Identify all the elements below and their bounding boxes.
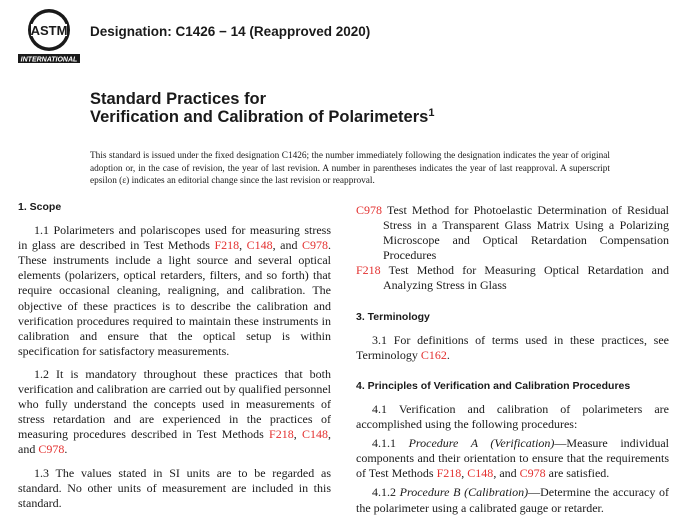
ref-link-c148[interactable]: C148	[246, 238, 273, 253]
text: —Determine the accuracy of the polarimeter using a calibrated gauge or retarder.	[356, 485, 670, 515]
left-column	[18, 200, 331, 519]
ref-link-c978[interactable]: C978	[519, 466, 546, 481]
reference-item-c978	[356, 203, 669, 263]
logo-letters: ASTM	[30, 23, 68, 38]
scope-heading: 1. Scope	[18, 201, 62, 213]
title-footnote-mark: 1	[428, 107, 435, 119]
scope-paragraph-1	[18, 223, 331, 359]
text: 1.2 It is mandatory throughout these practices that both verification and calibration are carried out by qualified personnel who fully understand the concepts used in measurements of stress retardation and are experienced in the practices of measuring procedures described in Test Methods	[18, 366, 331, 442]
text: . These instruments include a light source and several optical elements (polarizers, optical retarders, filters, and so forth) that require occasional cleaning, realigning, and calibration. The objective of these practices is to describe the calibration and verification procedures required to maintain these instruments in calibration and ensure that the optical setup is within specification for satisfactory measurements.	[18, 238, 332, 358]
text: , and	[493, 466, 520, 481]
text: —Measure individual components and their orientation to ensure that the requirements of Test Methods	[356, 436, 669, 481]
procedure-b-name: Procedure B (Calibration)	[399, 485, 529, 500]
logo-subtext: INTERNATIONAL	[20, 56, 78, 64]
text: .	[446, 347, 450, 362]
principles-paragraph-2	[356, 436, 669, 481]
text: are satisfied.	[545, 466, 610, 481]
title-line-2: Verification and Calibration of Polarimeters	[90, 108, 429, 126]
title-line-2-wrap	[90, 108, 434, 126]
text: Test Method for Photoelastic Determination of Residual Stress in a Transparent Glass Matrix Using a Polarizing Microscope and Optical Retardation Compensation Procedures	[382, 203, 669, 263]
text: Test Method for Measuring Optical Retardation and Analyzing Stress in Glass	[380, 263, 669, 293]
ref-link-c148[interactable]: C148	[467, 466, 494, 481]
ref-link-c162[interactable]: C162	[420, 347, 447, 362]
text: ,	[461, 466, 468, 481]
text: ,	[239, 238, 247, 253]
terminology-paragraph	[356, 333, 669, 363]
ref-link-f218[interactable]: F218	[214, 238, 240, 253]
scope-paragraph-3: 1.3 The values stated in SI units are to be regarded as standard. No other units of measurement are included in this standard.	[18, 465, 331, 510]
text: , and	[272, 238, 302, 253]
principles-heading: 4. Principles of Verification and Calibration Procedures	[356, 379, 631, 392]
right-column	[356, 203, 669, 524]
reference-item-f218	[356, 263, 669, 293]
ref-link-c978[interactable]: C978	[38, 442, 65, 457]
procedure-a-name: Procedure A (Verification)	[408, 436, 555, 451]
text: 4.1.2	[372, 485, 400, 500]
astm-logo	[16, 8, 82, 66]
ref-link-f218[interactable]: F218	[269, 427, 294, 442]
ref-link-c148[interactable]: C148	[301, 427, 328, 442]
ref-link-c978[interactable]: C978	[302, 238, 329, 253]
terminology-heading: 3. Terminology	[356, 310, 430, 323]
principles-paragraph-3	[356, 485, 669, 515]
ref-link-f218[interactable]: F218	[356, 263, 381, 278]
scope-paragraph-2	[18, 367, 331, 458]
text: 1.1 Polarimeters and polariscopes used for measuring stress in glass are described in Test Methods	[18, 223, 331, 253]
text: 3.1 For definitions of terms used in these practices, see Terminology	[356, 332, 669, 362]
principles-paragraph-1: 4.1 Verification and calibration of polarimeters are accomplished using the following procedures:	[356, 401, 669, 432]
text: , and	[18, 427, 331, 457]
document-title	[90, 90, 434, 126]
text: .	[64, 442, 68, 457]
ref-link-f218[interactable]: F218	[436, 466, 462, 481]
standard-notice: This standard is issued under the fixed designation C1426; the number immediately following the designation indicates the year of original adoption or, in the case of revision, the year of last revision. A number in parentheses indicates the year of last reapproval. A superscript epsilon (ε) indicates an editorial change since the last revision or reapproval.	[90, 151, 610, 186]
title-line-1: Standard Practices for	[90, 90, 267, 108]
text: ,	[293, 427, 302, 442]
ref-link-c978[interactable]: C978	[356, 203, 383, 217]
text: 4.1.1	[372, 436, 409, 451]
designation: Designation: C1426 − 14 (Reapproved 2020)	[90, 24, 371, 39]
